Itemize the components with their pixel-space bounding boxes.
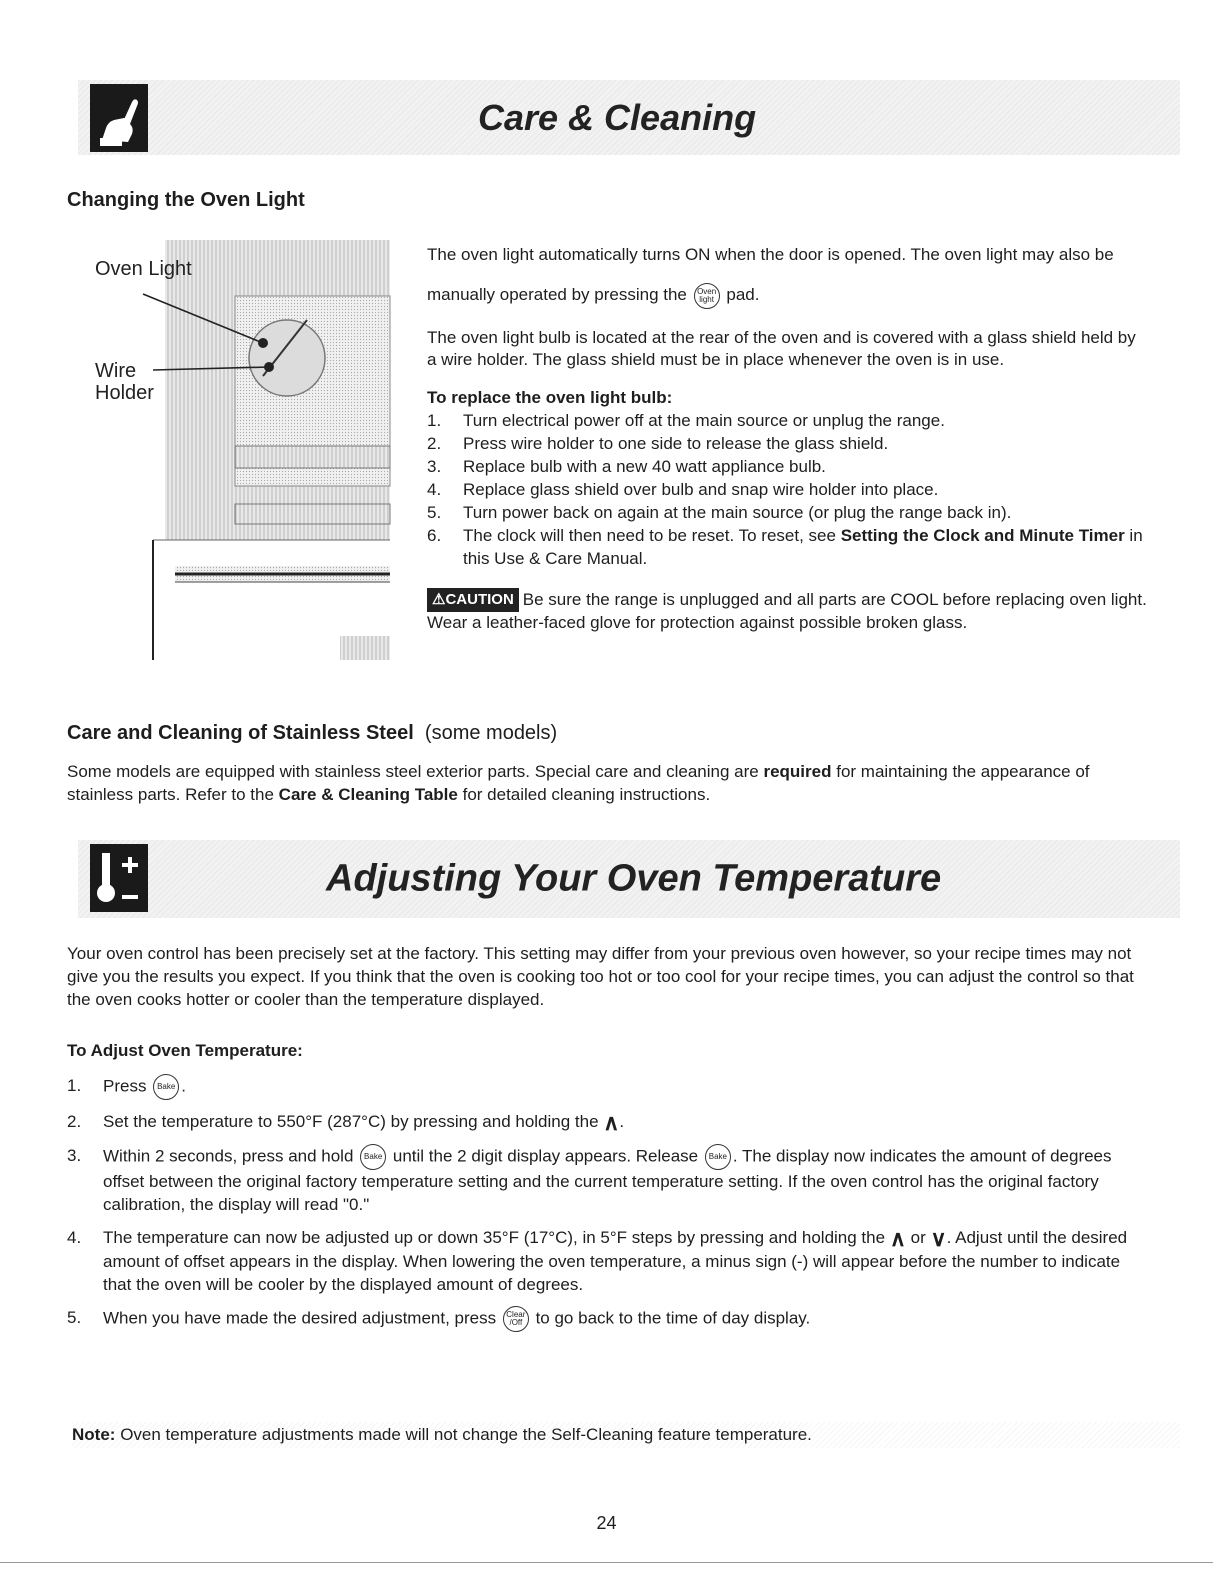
oven-light-figure [95, 236, 395, 666]
adjust-intro-paragraph: Your oven control has been precisely set at the factory. This setting may differ from your previous oven however, so your recipe times may not give you the results you expect. If you think that the oven is cooking too hot or too cool for your recipe times, you can adjust the control so that the oven cooks hotter or cooler than the temperature displayed. [67, 944, 1134, 1009]
list-item: 5. Turn power back on again at the main source (or plug the range back in). [427, 503, 1012, 522]
stainless-paragraph: Some models are equipped with stainless steel exterior parts. Special care and cleaning are required for maintaining the appearance of stainless parts. Refer to the Care & Cleaning Table for detailed cleaning instructions. [67, 762, 1090, 804]
list-item: 2. Press wire holder to one side to release the glass shield. [427, 434, 889, 453]
banner-title: Adjusting Your Oven Temperature [326, 857, 942, 900]
list-item: 5. When you have made the desired adjustment, press Clear /Off to go back to the time of day display. [67, 1306, 1147, 1332]
list-item: 1. Press Bake . [67, 1074, 1147, 1100]
subheading-adjust-temperature: To Adjust Oven Temperature: [67, 1041, 303, 1060]
list-item: 4. The temperature can now be adjusted up or down 35°F (17°C), in 5°F steps by pressing and holding the ∧ or ∨. Adjust until the desired amount of offset appears in the display. When lowering the oven temperature, a minus sign (-) will appear before the number to indicate that the oven will be cooler by the displayed amount of degrees. [67, 1226, 1128, 1295]
oven-light-text [427, 235, 1147, 634]
adjust-steps-list [67, 1074, 1147, 1342]
thermometer-plus-minus-icon [90, 844, 148, 912]
note-bar: Note: Oven temperature adjustments made will not change the Self-Cleaning feature temperature. [72, 1422, 1180, 1448]
up-arrow-icon: ∧ [889, 1226, 906, 1252]
care-cleaning-banner [78, 80, 1180, 155]
bake-key-icon: Bake [153, 1074, 179, 1100]
figure-label-oven-light: Oven Light [95, 258, 192, 280]
caution-badge: ⚠CAUTION [427, 588, 519, 612]
oven-light-key-icon: Oven light [694, 283, 720, 309]
banner-title: Care & Cleaning [478, 96, 757, 138]
section-heading-stainless: Care and Cleaning of Stainless Steel (some models) [67, 722, 558, 744]
list-item: 6. The clock will then need to be reset. To reset, see Setting the Clock and Minute Timer in this Use & Care Manual. [427, 526, 1143, 568]
list-item: 3. Replace bulb with a new 40 watt appliance bulb. [427, 457, 826, 476]
replace-steps-list [427, 409, 1147, 570]
list-item: 3. Within 2 seconds, press and hold Bake until the 2 digit display appears. Release Bake . The display now indicates the amount of degrees offset between the original factory temperature setting and the current temperature setting. If the oven control has the original factory calibration, the display will read "0." [67, 1146, 1112, 1215]
bake-key-icon: Bake [705, 1144, 731, 1170]
list-item: 1. Turn electrical power off at the main source or unplug the range. [427, 411, 945, 430]
subheading-replace-bulb: To replace the oven light bulb: [427, 388, 673, 407]
section-heading-oven-light: Changing the Oven Light [67, 189, 305, 211]
down-arrow-icon: ∨ [930, 1226, 947, 1252]
list-item: 2. Set the temperature to 550°F (287°C) by pressing and holding the ∧. [67, 1110, 625, 1136]
caution-notice: ⚠CAUTION Be sure the range is unplugged and all parts are COOL before replacing oven light. Wear a leather-faced glove for protection against possible broken glass. [427, 590, 1147, 632]
paragraph: The oven light bulb is located at the rear of the oven and is covered with a glass shield held by a wire holder. The glass shield must be in place whenever the oven is in use. [427, 328, 1136, 369]
paragraph: The oven light automatically turns ON when the door is opened. The oven light may also be manually operated by pressing the Oven light pad. [427, 235, 1147, 315]
clear-off-key-icon: Clear /Off [503, 1306, 529, 1332]
up-arrow-icon: ∧ [603, 1110, 620, 1136]
bake-key-icon: Bake [360, 1144, 386, 1170]
bottom-rule [0, 1562, 1213, 1563]
oven-interior-illustration [95, 236, 395, 666]
list-item: 4. Replace glass shield over bulb and snap wire holder into place. [427, 480, 939, 499]
page-number: 24 [596, 1513, 617, 1533]
hand-cleaning-icon [90, 84, 148, 152]
figure-label-wire-holder: Wire Holder [95, 360, 154, 404]
adjust-temperature-banner [78, 840, 1180, 918]
